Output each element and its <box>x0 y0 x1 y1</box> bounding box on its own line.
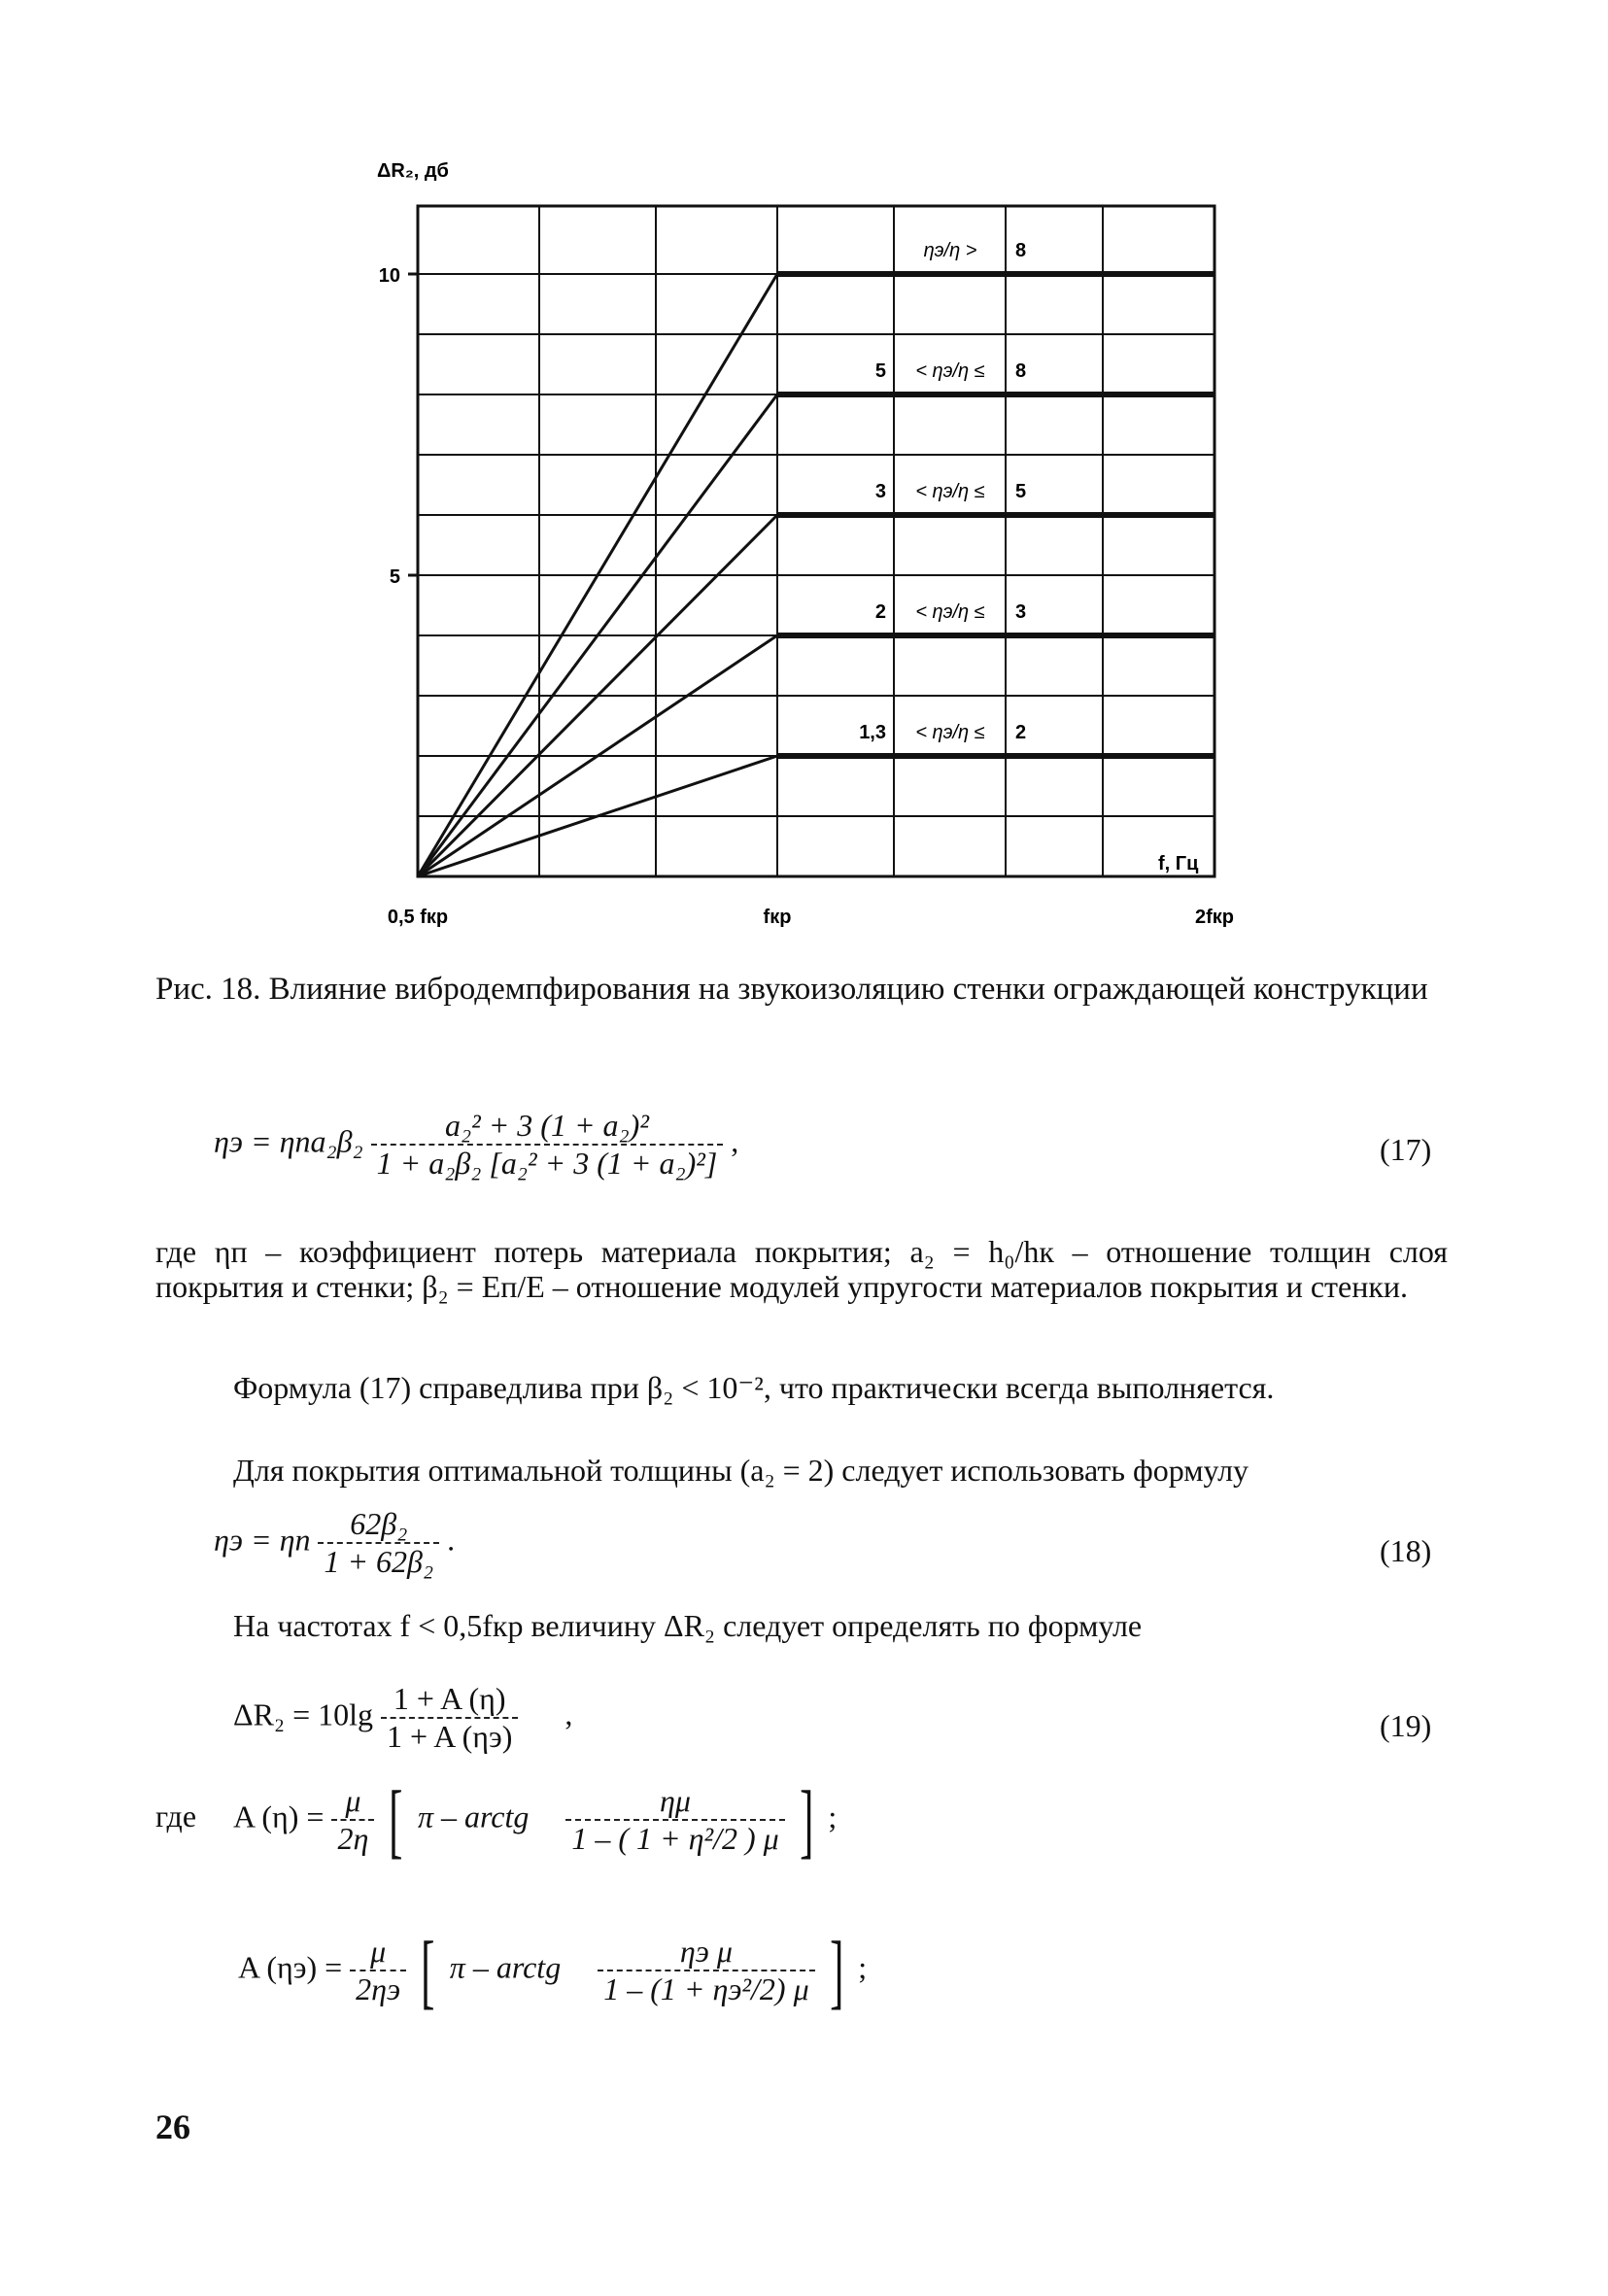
eqA1-coef-den: 2η <box>331 1819 374 1857</box>
series-label-low-4: 2 <box>874 601 886 623</box>
eqA1-lhs: A (η) = <box>233 1799 325 1834</box>
y-tick-label-10: 10 <box>378 265 400 287</box>
eqA1-denominator: 1 – ( 1 + η²/2 ) μ <box>565 1819 784 1857</box>
eq18-tail: . <box>447 1522 456 1558</box>
series-label-mid-2: < ηэ/η ≤ <box>915 360 985 382</box>
series-label-mid-1: ηэ/η > <box>923 240 977 261</box>
equation-a-eta-e <box>238 1924 868 2017</box>
eq17-numerator: a₂² + 3 (1 + a₂)² <box>444 1108 649 1143</box>
eqA2-coef-num: μ <box>370 1934 387 1969</box>
series-label-mid-3: < ηэ/η ≤ <box>915 481 985 502</box>
eq17-denominator: 1 + a₂β₂ [a₂² + 3 (1 + a₂)²] <box>371 1144 724 1182</box>
eqA2-bracket-open: [ <box>421 1924 435 2017</box>
eq19-fraction <box>381 1681 518 1755</box>
x-tick-label-2: fкр <box>763 907 792 928</box>
eq18-numerator: 62β₂ <box>350 1506 408 1541</box>
eqA2-inner: π – arctg <box>449 1949 562 1985</box>
paragraph-optimal: Для покрытия оптимальной толщины (a₂ = 2) следует использовать формулу <box>233 1453 1249 1488</box>
eq18-denominator: 1 + 62β₂ <box>318 1542 439 1580</box>
series-label-high-3: 5 <box>1015 481 1027 502</box>
eq18-fraction <box>318 1506 439 1580</box>
eqA1-coef-num: μ <box>345 1783 361 1818</box>
series-labels <box>859 240 1026 743</box>
series-label-low-5: 1,3 <box>859 722 886 743</box>
eqA2-coef <box>350 1934 406 2007</box>
x-tick-label-3: 2fкр <box>1194 907 1235 928</box>
eqA1-bracket-close: ] <box>799 1773 814 1867</box>
eq17-lhs: ηэ = ηпа₂β₂ <box>214 1123 363 1159</box>
series-label-high-5: 2 <box>1015 722 1027 743</box>
eq18-lhs: ηэ = ηп <box>214 1522 311 1558</box>
eqA2-tail: ; <box>858 1949 868 1985</box>
eqA1-numerator: ημ <box>660 1783 691 1818</box>
tick-labels <box>379 265 1234 928</box>
eqA2-denominator: 1 – (1 + ηэ²/2) μ <box>598 1970 814 2007</box>
series-label-high-4: 3 <box>1015 601 1027 623</box>
series-label-high-2: 8 <box>1015 360 1027 382</box>
eqA2-fraction <box>598 1934 814 2007</box>
page-number: 26 <box>155 2108 190 2146</box>
figure-caption: Рис. 18. Влияние вибродемпфирования на звукоизоляцию стенки ограждающей конструкции <box>155 972 1428 1007</box>
eq17-fraction <box>371 1108 724 1182</box>
equation-19 <box>233 1681 572 1755</box>
series-label-low-2: 5 <box>874 360 886 382</box>
y-tick-label-5: 5 <box>389 566 400 588</box>
eq19-denominator: 1 + A (ηэ) <box>381 1717 518 1755</box>
paragraph-low-freq: На частотах f < 0,5fкр величину ΔR₂ следует определять по формуле <box>233 1608 1143 1643</box>
eqA2-lhs: A (ηэ) = <box>238 1949 343 1985</box>
equation-18 <box>214 1506 455 1580</box>
equation-a-eta <box>155 1773 838 1867</box>
series-label-high-1: 8 <box>1015 240 1027 261</box>
eqA1-coef <box>331 1783 374 1857</box>
x-tick-label-1: 0,5 fкр <box>387 907 449 928</box>
y-axis-label: ΔR₂, дб <box>377 160 449 182</box>
eq19-number: (19) <box>1380 1708 1432 1743</box>
eq19-numerator: 1 + A (η) <box>393 1681 506 1716</box>
eqA2-coef-den: 2ηэ <box>350 1970 406 2007</box>
eqA1-tail: ; <box>828 1799 838 1834</box>
series-label-mid-5: < ηэ/η ≤ <box>915 722 985 743</box>
series-label-mid-4: < ηэ/η ≤ <box>915 601 985 623</box>
damping-chart <box>369 155 1244 952</box>
x-axis-label: f, Гц <box>1158 853 1199 874</box>
eq17-tail: , <box>731 1123 739 1159</box>
eq19-tail: , <box>565 1696 573 1732</box>
plot-frame <box>418 206 1215 876</box>
paragraph-definitions: где ηп – коэффициент потерь материала покрытия; a₂ = h₀/hк – отношение толщин слоя покрытия и стенки; β₂ = Eп/E – отношение модулей упругости материалов покрытия и стенки. <box>155 1234 1448 1304</box>
equation-17 <box>214 1108 738 1182</box>
paragraph-validity: Формула (17) справедлива при β₂ < 10⁻², что практически всегда выполняется. <box>233 1370 1275 1405</box>
eq17-number: (17) <box>1380 1132 1432 1167</box>
grid <box>408 206 1215 876</box>
eq18-number: (18) <box>1380 1533 1432 1568</box>
eqA1-inner: π – arctg <box>417 1799 530 1834</box>
eqA1-bracket-open: [ <box>389 1773 403 1867</box>
eqA2-numerator: ηэ μ <box>679 1934 733 1969</box>
eqA1-where: где <box>155 1799 197 1834</box>
eq19-lhs: ΔR₂ = 10lg <box>233 1696 374 1732</box>
eqA1-fraction <box>565 1783 784 1857</box>
eqA2-bracket-close: ] <box>829 1924 844 2017</box>
series-label-low-3: 3 <box>874 481 886 502</box>
